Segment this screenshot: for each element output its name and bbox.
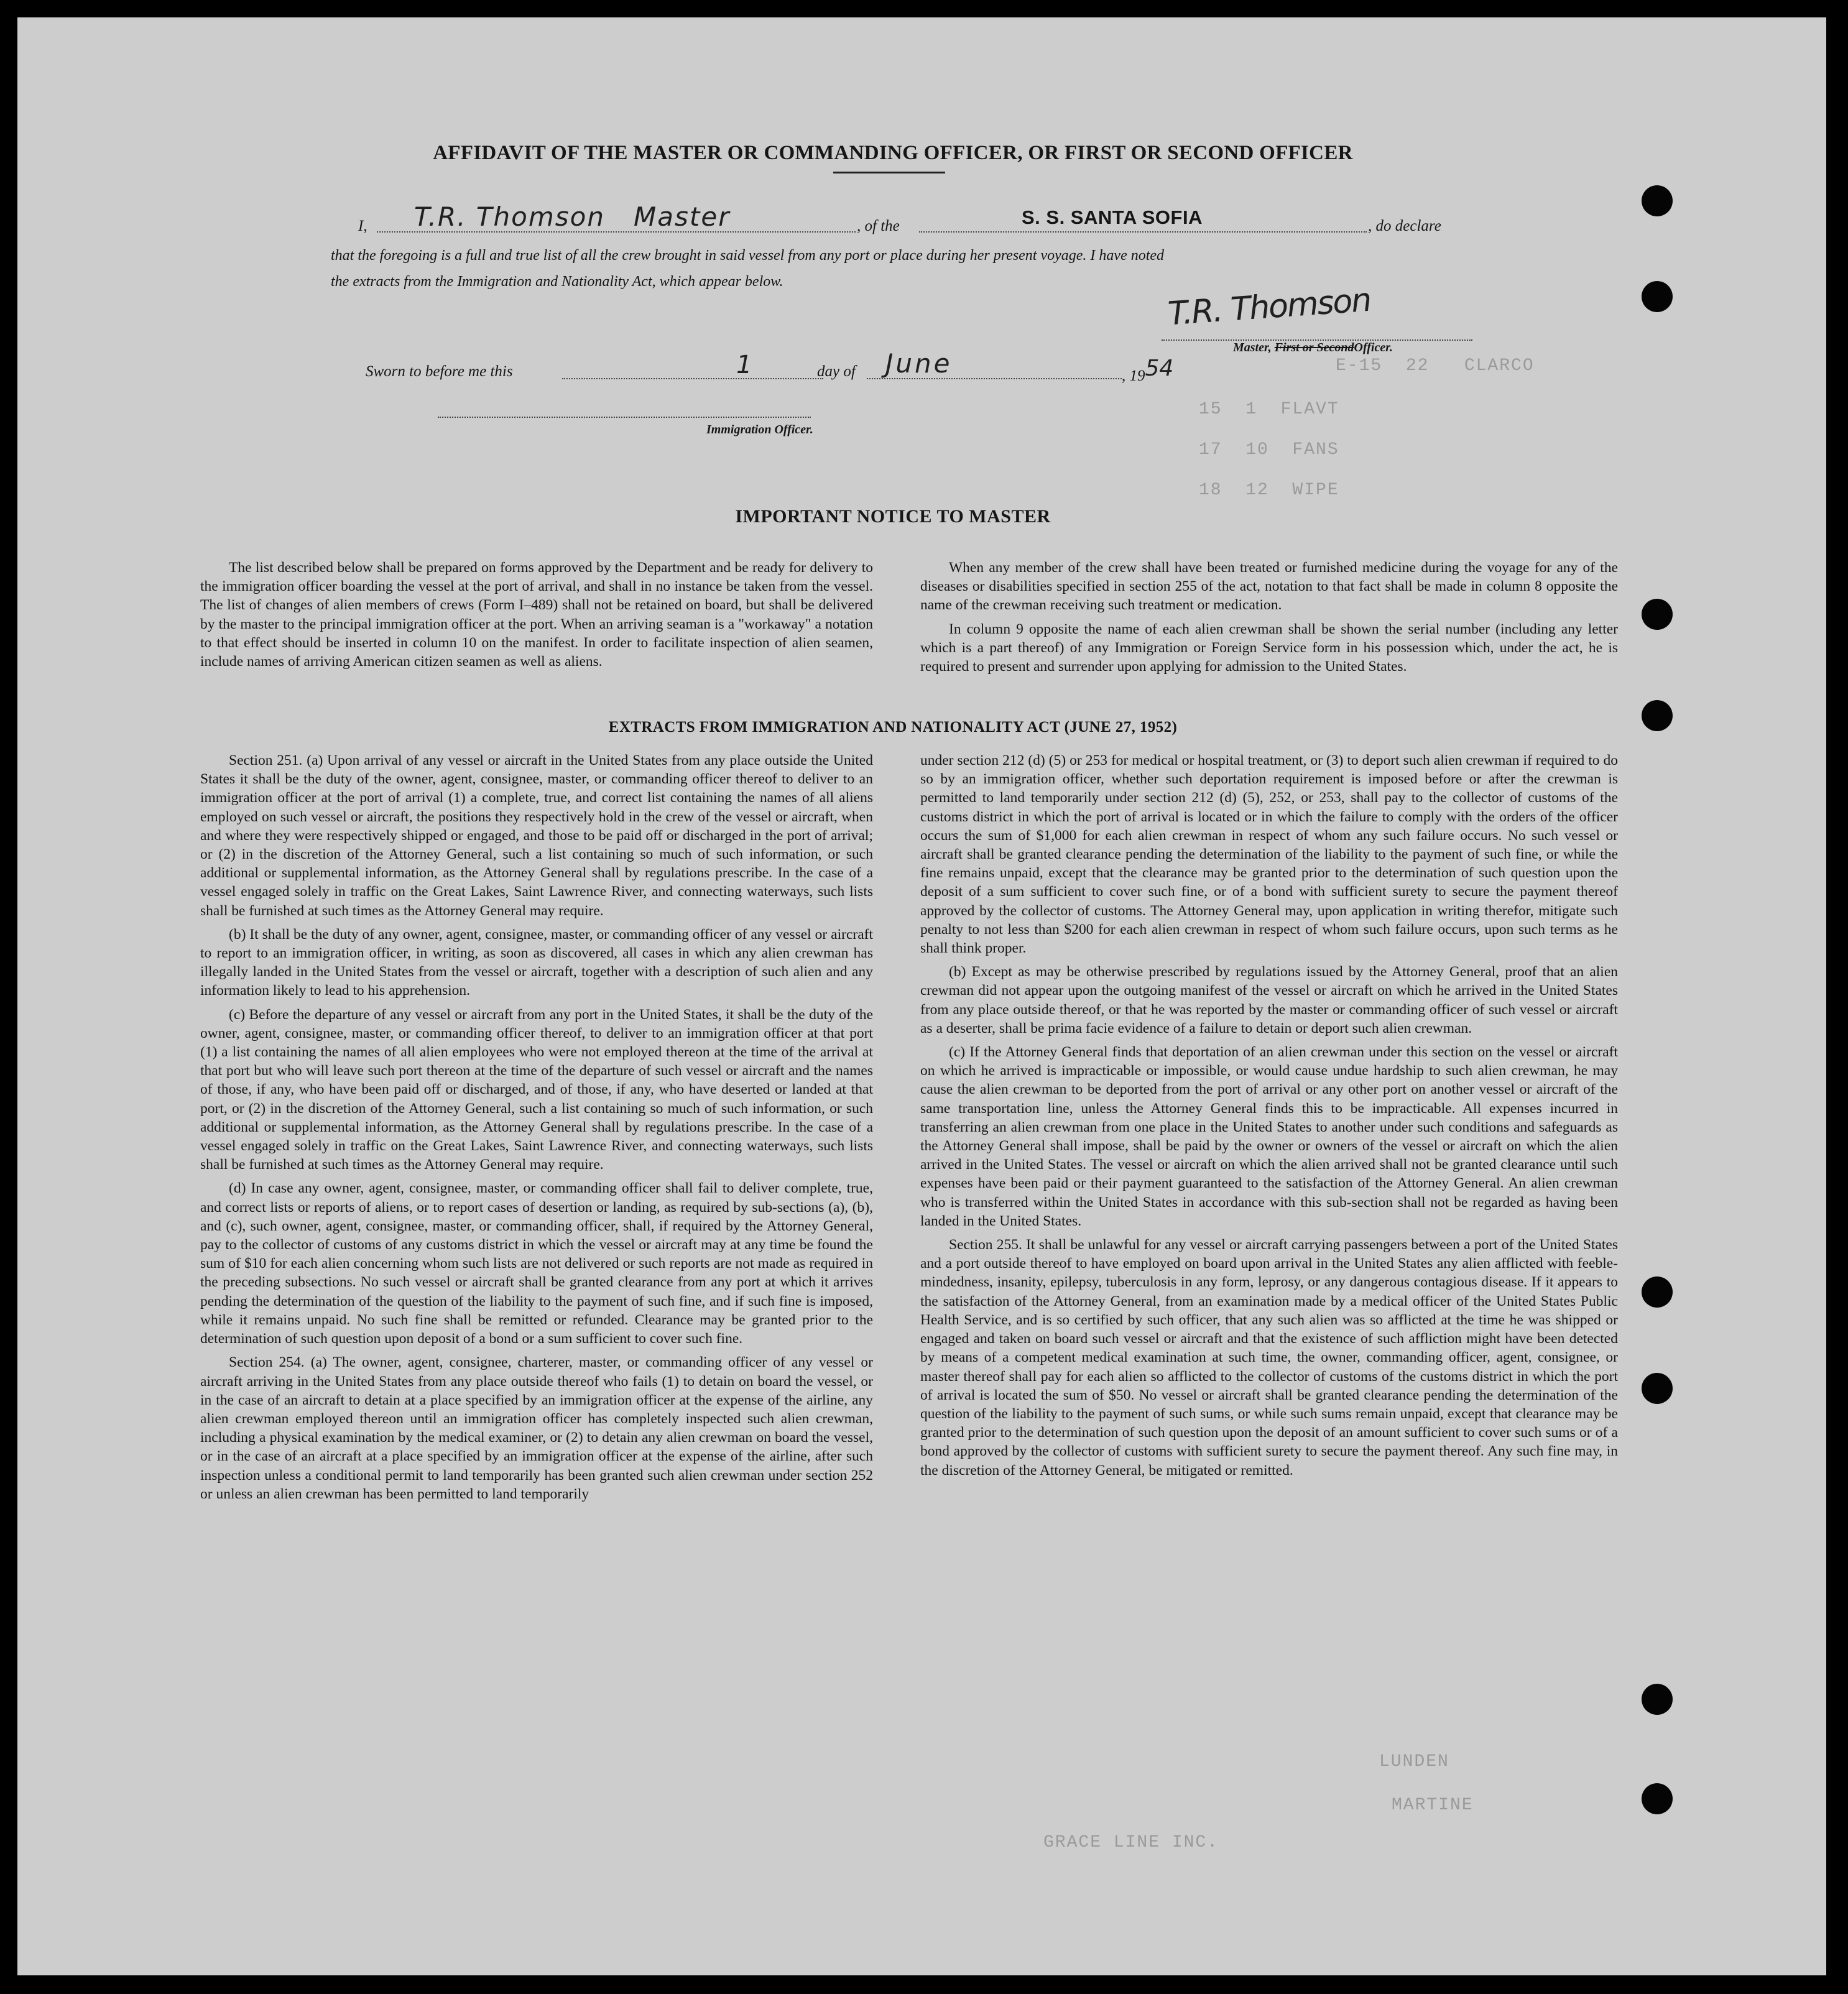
notice-right-para-2: In column 9 opposite the name of each alien crewman shall be shown the serial number (including any letter which is a part thereof) of any Immigration or Foreign Service form in his possession which, under the act, he is required to present and surrender upon applying for admission to the United States.	[920, 621, 1618, 675]
declare-mid: , of the	[857, 218, 900, 234]
sworn-day-field	[562, 353, 823, 379]
bleed-through-6: MARTINE	[1392, 1796, 1474, 1815]
notice-right-para-1: When any member of the crew shall have been treated or furnished medicine during the voyage for any of the diseases or disabilities specified in section 255 of the act, notation to that fact shall be made in column 8 opposite the name of the crewman receiving such treatment or medication.	[920, 560, 1618, 614]
sworn-year-prefix: , 19	[1122, 367, 1145, 384]
punch-hole-3	[1642, 599, 1673, 630]
bleed-through-1: E-15 22 CLARCO	[1336, 356, 1535, 376]
declare-suffix: , do declare	[1368, 218, 1441, 234]
punch-hole-5	[1642, 1276, 1673, 1308]
master-signature: T.R. Thomson	[1167, 281, 1372, 333]
punch-hole-1	[1642, 185, 1673, 216]
punch-hole-2	[1642, 281, 1673, 312]
declaration-statement-2: the extracts from the Immigration and Nationality Act, which appear below.	[331, 274, 783, 290]
section-254-a: Section 254. (a) The owner, agent, consignee, charterer, master, or commanding officer of any vessel or aircraft arriving in the United States from any place outside thereof who fails (1) to detain on board the vessel, or in the case of an aircraft to detain at a place specified by an immigration officer at the expense of the airline, any alien crewman employed thereon until an immigration officer has completely inspected such alien crewman, including a physical examination by the medical examiner, or (2) to detain any alien crewman on board the vessel, or in the case of an aircraft at a place specified by an immigration officer at the expense of the airline, after such inspection unless a conditional permit to land temporarily has been granted such alien crewman under section 252 or unless an alien crewman has been permitted to land temporarily	[200, 1354, 873, 1502]
section-251-b: (b) It shall be the duty of any owner, agent, consignee, master, or commanding officer of any vessel or aircraft to report to an immigration officer, in writing, as soon as discovered, all cases in which any alien crewman has illegally landed in the United States from the vessel or aircraft, together with a description of such alien and any information likely to lead to his apprehension.	[200, 926, 873, 999]
punch-hole-6	[1642, 1373, 1673, 1404]
sworn-month-field	[867, 348, 1122, 379]
caption-officer: Officer.	[1354, 341, 1393, 354]
section-254-a-continued: under section 212 (d) (5) or 253 for medical or hospital treatment, or (3) to deport such alien crewman if required to do so by an immigration officer, whether such deportation requirement is imposed before or after the crewman is permitted to land temporarily under section 212 (d) (5), 252, or 253, shall pay to the collector of customs of the customs district in which the port of arrival is located or in which the failure to comply with the orders of the officer occurs the sum of $1,000 for each alien crewman in respect of whom any such failure occurs. No such vessel or aircraft shall be granted clearance pending the determination of the liability to the payment of such fine, or while the fine remains unpaid, except that the clearance may be granted prior to the determination of such question upon the deposit of a sum sufficient to cover such fine, or of a bond with sufficient surety to secure the payment thereof approved by the collector of customs. The Attorney General may, upon application in writing therefor, mitigate such penalty to not less than $200 for each alien crewman in respect of whom such failure occurs, upon such terms as he shall think proper.	[920, 752, 1618, 957]
section-251-a: Section 251. (a) Upon arrival of any vessel or aircraft in the United States from any place outside the United States it shall be the duty of the owner, agent, consignee, master, or commanding officer thereof to deliver to an immigration officer at the port of arrival (1) a complete, true, and correct list containing the names of all aliens employed on such vessel or aircraft, the positions they respectively hold in the crew of the vessel or aircraft, when and where they were respectively shipped or engaged, and those to be paid off or discharged in the port of arrival; or (2) in the discretion of the Attorney General, such a list containing so much of such information, or such additional or supplemental information, as the Attorney General shall by regulations prescribe. In the case of a vessel engaged solely in traffic on the Great Lakes, Saint Lawrence River, and connecting waterways, such lists shall be furnished at such times as the Attorney General may require.	[200, 752, 873, 919]
extracts-title: EXTRACTS FROM IMMIGRATION AND NATIONALITY ACT (JUNE 27, 1952)	[608, 719, 1178, 736]
declare-prefix: I,	[358, 218, 367, 234]
extracts-left-column	[200, 751, 873, 1508]
sworn-month: June	[885, 348, 953, 379]
section-251-d: (d) In case any owner, agent, consignee, master, or commanding officer shall fail to deliver complete, true, and correct lists or reports of aliens, or to report cases of desertion or landing, as required by sub-sections (a), (b), and (c), such owner, agent, consignee, master, or commanding officer, shall, if required by the Attorney General, pay to the collector of customs of any customs district in which the vessel or aircraft may at any time be found the sum of $10 for each alien concerning whom such lists are not delivered or such reports are not made as required in the preceding subsections. No such vessel or aircraft shall be granted clearance from any port at which it arrives pending the determination of the question of the liability to the payment of such fine, and if such fine is imposed, while it remains unpaid. No such fine shall be remitted or refunded. Clearance may be granted prior to the determination of such question upon deposit of a bond or a sum sufficient to cover such fine.	[200, 1180, 873, 1347]
notice-left-para: The list described below shall be prepared on forms approved by the Department and be ready for delivery to the immigration officer boarding the vessel at the port of arrival, and shall in no instance be taken from the vessel. The list of changes of alien members of crews (Form I–489) shall not be retained on board, but shall be delivered by the master to the principal immigration officer at the port. When an arriving seaman is a "workaway" a notation to that effect should be inserted in column 10 on the manifest. In order to facilitate inspection of alien seamen, include names of arriving American citizen seamen as well as aliens.	[200, 560, 873, 670]
sworn-mid: day of	[817, 363, 856, 380]
section-254-b: (b) Except as may be otherwise prescribed by regulations issued by the Attorney General, proof that an alien crewman did not appear upon the outgoing manifest of the vessel or aircraft on which he arrived in the United States from any place outside thereof, or that he was reported by the master or commanding officer of such vessel or aircraft as a deserter, shall be prima facie evidence of a failure to detain or deport such alien crewman.	[920, 964, 1618, 1036]
bleed-through-2: 15 1 FLAVT	[1199, 400, 1339, 419]
section-251-c: (c) Before the departure of any vessel or aircraft from any port in the United States, it shall be the duty of the owner, agent, consignee, master, or commanding officer thereof, to deliver to an immigration officer at that port (1) a list containing the names of all alien employees who were not employed thereon at the time of the arrival at that port but who will leave such port thereon at the time of the departure of such vessel or aircraft and the names of those, if any, who have been paid off or discharged, and of those, if any, who have deserted or landed at that port, or (2) in the discretion of the Attorney General, such a list containing so much of such information, or such additional or supplemental information, as the Attorney General shall by regulations prescribe. In the case of a vessel engaged solely in traffic on the Great Lakes, Saint Lawrence River, and connecting waterways, such lists shall be furnished at such times as the Attorney General may require.	[200, 1006, 873, 1173]
section-255: Section 255. It shall be unlawful for any vessel or aircraft carrying passengers between a port of the United States and a port outside thereof to have employed on board upon arrival in the United States any alien afflicted with feeble-mindedness, insanity, epilepsy, tuberculosis in any form, leprosy, or any dangerous contagious disease. If it appears to the satisfaction of the Attorney General, from an examination made by a medical officer of the United States Public Health Service, and is so certified by such officer, that any such alien was so afflicted at the time he was shipped or engaged and taken on board such vessel or aircraft and that the existence of such affliction might have been detected by means of a competent medical examination at such time, the owner, commanding officer, agent, consignee, or master thereof shall pay for each alien so afflicted to the collector of customs of the customs district in which the port of arrival is located the sum of $50. No vessel or aircraft shall be granted clearance pending the determination of the question of the liability to the payment of such sums, or while such sums remain unpaid, except that clearance may be granted prior to the determination of such question upon the deposit of an amount sufficient to cover such sums or of a bond approved by the collector of customs with sufficient surety to secure the payment thereof. Any such fine may, in the discretion of the Attorney General, be mitigated or remitted.	[920, 1237, 1618, 1479]
bleed-through-5: LUNDEN	[1379, 1752, 1449, 1771]
caption-struck: First or Second	[1274, 341, 1354, 354]
bleed-through-4: 18 12 WIPE	[1199, 481, 1339, 500]
document-page	[17, 17, 1826, 1975]
punch-hole-7	[1642, 1684, 1673, 1715]
immigration-officer-caption: Immigration Officer.	[706, 423, 813, 436]
master-name-handwriting: T.R. Thomson Master	[414, 201, 731, 232]
vessel-name-field	[919, 204, 1367, 233]
vessel-name: S. S. SANTA SOFIA	[1022, 206, 1203, 228]
extracts-right-column	[920, 751, 1618, 1485]
affidavit-title: AFFIDAVIT OF THE MASTER OR COMMANDING OFFICER, OR FIRST OR SECOND OFFICER	[433, 142, 1353, 164]
notice-title: IMPORTANT NOTICE TO MASTER	[735, 506, 1051, 527]
sworn-year-suffix: 54	[1145, 356, 1174, 381]
notice-right-column	[920, 558, 1618, 681]
master-name-field	[377, 201, 856, 233]
declaration-statement-1: that the foregoing is a full and true list of all the crew brought in said vessel from any port or place during her present voyage. I have noted	[331, 247, 1165, 264]
title-rule	[833, 172, 945, 173]
punch-hole-8	[1642, 1783, 1673, 1814]
bleed-through-3: 17 10 FANS	[1199, 440, 1339, 459]
immigration-officer-line	[438, 398, 811, 418]
caption-master: Master,	[1233, 341, 1272, 354]
signature-caption	[1233, 341, 1393, 355]
notice-left-column	[200, 558, 873, 676]
sworn-day: 1	[736, 351, 752, 379]
sworn-prefix: Sworn to before me this	[366, 363, 513, 380]
sworn-year	[1122, 356, 1174, 386]
bleed-through-7: GRACE LINE INC.	[1043, 1833, 1219, 1852]
section-254-c: (c) If the Attorney General finds that deportation of an alien crewman under this section on the vessel or aircraft on which he arrived is impracticable or impossible, or would cause undue hardship to such alien crewman, he may cause the alien crewman to be deported from the port of arrival or any other port on another vessel or aircraft of the same transportation line, unless the Attorney General finds this to be impracticable. All expenses incurred in transferring an alien crewman from one place in the United States to another under such conditions and safeguards as the Attorney General shall impose, shall be paid by the owner or owners of the vessel or aircraft on which the alien arrived in the United States. The vessel or aircraft on which the alien arrived shall not be granted clearance until such expenses have been paid or their payment guaranteed to the satisfaction of the Attorney General. An alien crewman who is transferred within the United States in accordance with this sub-section shall not be regarded as having been landed in the United States.	[920, 1044, 1618, 1229]
